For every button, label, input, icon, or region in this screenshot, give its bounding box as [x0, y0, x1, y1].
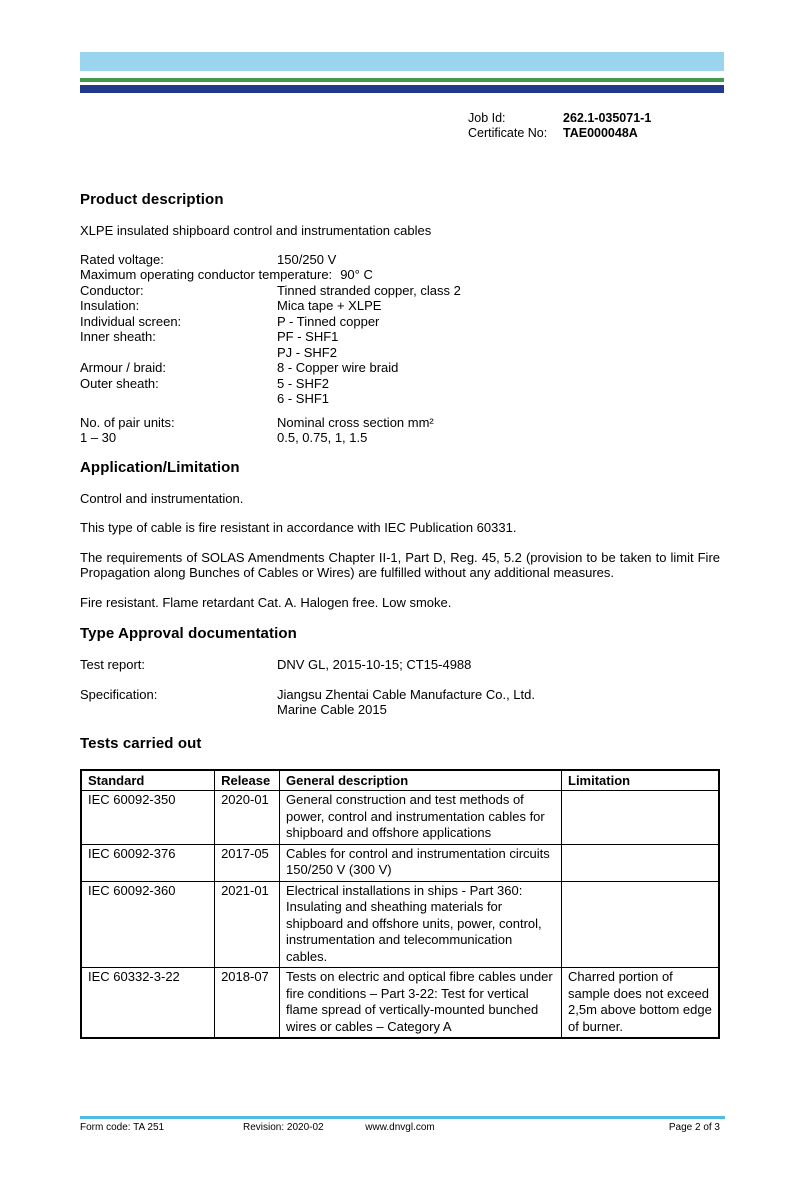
spec-row-pair-range [80, 430, 720, 446]
spec-value: P - Tinned copper [277, 313, 380, 329]
application-paragraph-3: The requirements of SOLAS Amendments Chapter II-1, Part D, Reg. 45, 5.2 (provision to be taken to limit Fire Propagation along Bunches of Cables or Wires) are fulfilled without any additional measures. [80, 549, 720, 580]
application-paragraph-4: Fire resistant. Flame retardant Cat. A. Halogen free. Low smoke. [80, 594, 452, 610]
specification-line1: Jiangsu Zhentai Cable Manufacture Co., Ltd. [277, 686, 535, 702]
test-report-label: Test report: [80, 657, 146, 672]
product-description-heading: Product description [80, 191, 224, 208]
job-id-row [468, 111, 800, 126]
job-id-value: 262.1-035071-1 [563, 111, 652, 125]
product-intro-text: XLPE insulated shipboard control and instrumentation cables [80, 223, 432, 238]
spec-label: Maximum operating conductor temperature: [80, 267, 333, 282]
type-approval-rows [80, 657, 720, 718]
spec-value: 0.5, 0.75, 1, 1.5 [277, 430, 368, 445]
cell-description: Electrical installations in ships - Part 360: Insulating and sheathing materials for shipboard and offshore units, power, control, instrumentation and telecommunication cables. [280, 881, 562, 968]
spec-value: 5 - SHF2 [277, 375, 330, 391]
column-header-release: Release [215, 770, 280, 791]
brand-bar-green [80, 78, 724, 82]
spec-row-armour-braid [80, 360, 720, 376]
spec-row-outer-sheath [80, 376, 720, 392]
brand-bars [80, 52, 724, 93]
spec-value: 90° C [340, 267, 373, 282]
spec-row-individual-screen [80, 314, 720, 330]
specification-label: Specification: [80, 686, 158, 702]
cell-standard: IEC 60092-376 [81, 844, 215, 881]
spec-value: PF - SHF1 [277, 329, 339, 344]
cell-limitation [562, 881, 720, 968]
spec-row-insulation [80, 298, 720, 314]
spec-value: 6 - SHF1 [277, 391, 330, 406]
application-limitation-heading: Application/Limitation [80, 458, 240, 476]
spec-row-inner-sheath-2 [80, 345, 720, 361]
type-approval-heading: Type Approval documentation [80, 625, 297, 642]
cell-description: General construction and test methods of power, control and instrumentation cables for shipboard and offshore applications [280, 791, 562, 845]
brand-bar-navy [80, 85, 724, 93]
table-row [81, 881, 719, 968]
spec-row-outer-sheath-2 [80, 391, 720, 407]
cell-standard: IEC 60092-350 [81, 791, 215, 845]
table-row [81, 791, 719, 845]
cell-limitation [562, 844, 720, 881]
cell-description: Cables for control and instrumentation circuits 150/250 V (300 V) [280, 844, 562, 881]
cell-release: 2017-05 [215, 844, 280, 881]
spec-label: 1 – 30 [80, 430, 117, 445]
document-page [0, 52, 800, 1183]
specification-value [277, 687, 535, 718]
spec-label: Outer sheath: [80, 375, 159, 391]
cell-release: 2021-01 [215, 881, 280, 968]
certificate-id-block [468, 111, 800, 141]
spec-value: 150/250 V [277, 251, 337, 267]
footer-revision: Revision: 2020-02 [243, 1122, 324, 1133]
cell-release: 2018-07 [215, 968, 280, 1039]
application-paragraphs [80, 491, 720, 611]
spec-label: Individual screen: [80, 313, 182, 329]
document-body [80, 191, 720, 1039]
cell-release: 2020-01 [215, 791, 280, 845]
application-paragraph-1: Control and instrumentation. [80, 490, 244, 506]
product-spec-list [80, 252, 720, 446]
tests-table [80, 769, 720, 1040]
spec-label: Conductor: [80, 282, 144, 298]
test-report-value [277, 657, 471, 673]
cell-limitation [562, 791, 720, 845]
spec-label: No. of pair units: [80, 414, 175, 430]
job-id-label: Job Id: [468, 111, 506, 125]
spec-label: Rated voltage: [80, 251, 164, 267]
table-row [81, 968, 719, 1039]
spec-value: 8 - Copper wire braid [277, 360, 399, 375]
cell-standard: IEC 60092-360 [81, 881, 215, 968]
cell-limitation: Charred portion of sample does not exceed 2,5m above bottom edge of burner. [562, 968, 720, 1039]
footer-rule [80, 1116, 725, 1119]
spec-row-inner-sheath [80, 329, 720, 345]
spec-value: Mica tape + XLPE [277, 298, 382, 313]
cell-description: Tests on electric and optical fibre cables under fire conditions – Part 3-22: Test for vertical flame spread of vertically-mounted bunched wires or cables – Category A [280, 968, 562, 1039]
spec-row-rated-voltage [80, 252, 720, 268]
cell-standard: IEC 60332-3-22 [81, 968, 215, 1039]
spec-value: Tinned stranded copper, class 2 [277, 282, 461, 298]
footer-form-code: Form code: TA 251 [80, 1122, 165, 1133]
application-paragraph-2: This type of cable is fire resistant in accordance with IEC Publication 60331. [80, 520, 517, 535]
column-header-standard: Standard [81, 770, 215, 791]
footer-page-number: Page 2 of 3 [668, 1122, 720, 1133]
spec-value: Nominal cross section mm² [277, 414, 434, 430]
spec-label: Armour / braid: [80, 360, 166, 375]
specification-line2: Marine Cable 2015 [277, 702, 387, 717]
tests-table-header-row [81, 770, 719, 791]
spec-label: Inner sheath: [80, 329, 156, 344]
column-header-limitation: Limitation [562, 770, 720, 791]
spec-spacer [80, 407, 720, 415]
spec-row-max-temperature [80, 267, 720, 283]
specification-row [80, 687, 720, 718]
column-header-general-description: General description [280, 770, 562, 791]
test-report-row [80, 657, 720, 673]
footer-website-link[interactable]: www.dnvgl.com [365, 1122, 435, 1133]
spec-label: Insulation: [80, 298, 140, 313]
spec-value: PJ - SHF2 [277, 344, 337, 360]
spec-row-conductor [80, 283, 720, 299]
brand-bar-light-blue [80, 52, 724, 71]
test-report-line1: DNV GL, 2015-10-15; CT15-4988 [277, 657, 472, 672]
spec-row-pair-units [80, 415, 720, 431]
certificate-no-row [468, 126, 800, 141]
certificate-no-label: Certificate No: [468, 126, 548, 140]
certificate-no-value: TAE000048A [563, 126, 638, 140]
tests-carried-out-heading: Tests carried out [80, 734, 202, 752]
table-row [81, 844, 719, 881]
